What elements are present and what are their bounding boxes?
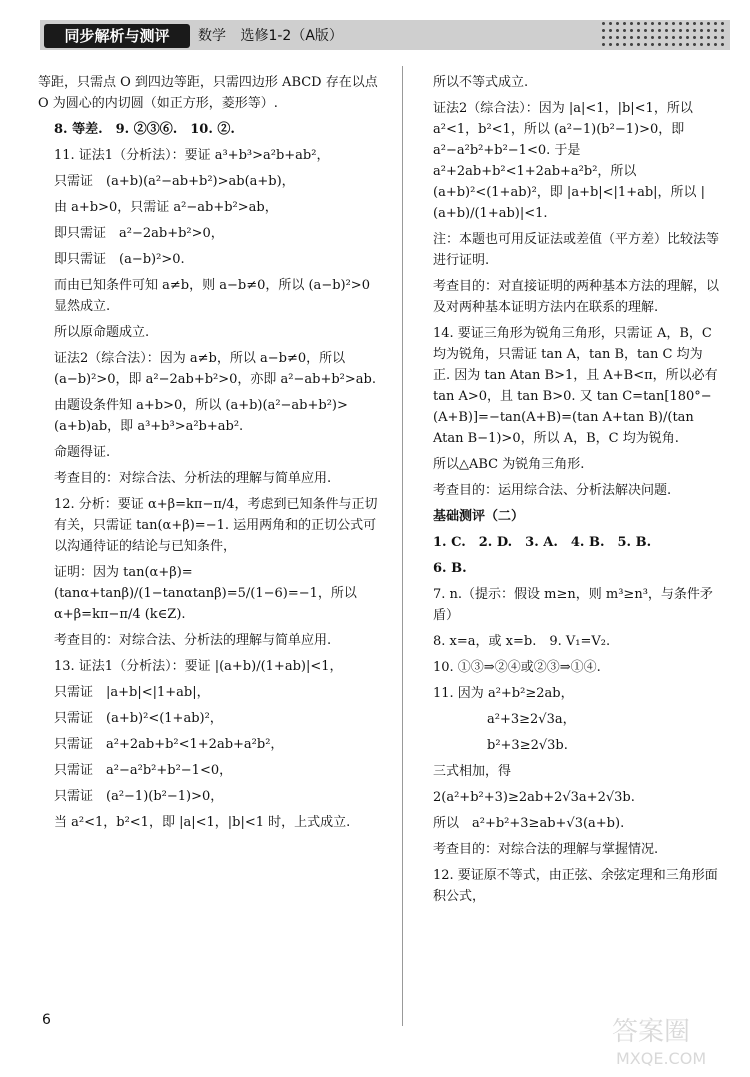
paragraph: 当 a²<1，b²<1，即 |a|<1，|b|<1 时，上式成立. — [54, 815, 351, 830]
paragraph: 8. x=a，或 x=b. 9. V₁=V₂. — [433, 634, 611, 649]
paragraph: 1. C. 2. D. 3. A. 4. B. 5. B. — [433, 535, 652, 550]
paragraph: 10. ①③⇒②④或②③⇒①④. — [433, 660, 601, 675]
paragraph: 三式相加，得 — [433, 764, 512, 779]
paragraph: 13. 证法1（分析法）：要证 |(a+b)/(1+ab)|<1， — [54, 659, 343, 674]
header-subtitle — [198, 24, 353, 48]
paragraph: 只需证 |a+b|<|1+ab|， — [54, 685, 210, 700]
paragraph: 14. 要证三角形为锐角三角形，只需证 A，B，C 均为锐角，只需证 tan A，tan B，tan C 均为正. 因为 tan Atan B>1，且 A+B<π，所以必有 tan A>0，且 tan B>0. 又 tan C=tan[180°−(A+B)]=−tan(A+B)=(tan A+tan B)/(tan Atan B−1)>0，所以 A，B，C 均为锐角. — [433, 326, 718, 446]
svg-text:MXQE.COM: MXQE.COM — [616, 1049, 707, 1068]
paragraph: 所以 a²+b²+3≥ab+√3(a+b). — [433, 816, 625, 831]
paragraph: 7. n.（提示：假设 m≥n，则 m³≥n³，与条件矛盾） — [433, 587, 713, 623]
paragraph: 等距，只需点 O 到四边等距，只需四边形 ABCD 存在以点 O 为圆心的内切圆（如正方形，菱形等）. — [38, 75, 378, 111]
paragraph: 证明：因为 tan(α+β)=(tanα+tanβ)/(1−tanαtanβ)=5/(1−6)=−1，所以 α+β=kπ−π/4 (k∈Z). — [54, 565, 357, 622]
paragraph: 只需证 (a+b)(a²−ab+b²)>ab(a+b)， — [54, 174, 295, 189]
paragraph: 证法2（综合法）：因为 a≠b，所以 a−b≠0，所以 (a−b)²>0，即 a²−2ab+b²>0，亦即 a²−ab+b²>ab. — [54, 351, 376, 387]
paragraph: 注：本题也可用反证法或差值（平方差）比较法等进行证明. — [433, 232, 720, 268]
page-number: 6 — [42, 1012, 51, 1028]
right-column — [417, 72, 719, 912]
paragraph: 命题得证. — [54, 445, 111, 460]
paragraph: 11. 证法1（分析法）：要证 a³+b³>a²b+ab²， — [54, 148, 330, 163]
paragraph: 即只需证 a²−2ab+b²>0， — [54, 226, 224, 241]
paragraph: 由 a+b>0，只需证 a²−ab+b²>ab， — [54, 200, 278, 215]
paragraph: 考查目的：对直接证明的两种基本方法的理解，以及对两种基本证明方法内在联系的理解. — [433, 279, 720, 315]
left-column — [38, 72, 378, 838]
header-dot-pattern — [600, 20, 725, 50]
paragraph: 12. 分析：要证 α+β=kπ−π/4，考虑到已知条件与正切有关，只需证 tan(α+β)=−1. 运用两角和的正切公式可以沟通待证的结论与已知条件， — [54, 497, 378, 554]
paragraph: 只需证 (a+b)²<(1+ab)²， — [54, 711, 223, 726]
paragraph: 2(a²+b²+3)≥2ab+2√3a+2√3b. — [433, 790, 635, 805]
column-divider — [402, 66, 403, 1026]
paragraph: b²+3≥2√3b. — [487, 738, 568, 753]
paragraph: 只需证 a²+2ab+b²<1+2ab+a²b²， — [54, 737, 284, 752]
paragraph: 即只需证 (a−b)²>0. — [54, 252, 185, 267]
series-title: 同步解析与测评 — [44, 24, 190, 48]
paragraph: 证法2（综合法）：因为 |a|<1，|b|<1，所以 a²<1，b²<1，所以 (a²−1)(b²−1)>0，即 a²−a²b²+b²−1<0. 于是 a²+2ab+b²<1+2ab+a²b²，所以 (a+b)²<(1+ab)²，即 |a+b|<|1+ab|，所以 |(a+b)/(1+ab)|<1. — [433, 101, 706, 221]
paragraph: 8. 等差. 9. ②③⑥. 10. ②. — [54, 122, 235, 137]
paragraph: 所以不等式成立. — [433, 75, 529, 90]
paragraph: 只需证 (a²−1)(b²−1)>0， — [54, 789, 224, 804]
paragraph: a²+3≥2√3a， — [487, 712, 576, 727]
paragraph: 考查目的：对综合法、分析法的理解与简单应用. — [54, 471, 332, 486]
paragraph: 由题设条件知 a+b>0，所以 (a+b)(a²−ab+b²)>(a+b)ab，即 a³+b³>a²b+ab². — [54, 398, 348, 434]
paragraph: 6. B. — [433, 561, 467, 576]
paragraph: 而由已知条件可知 a≠b，则 a−b≠0，所以 (a−b)²>0 显然成立. — [54, 278, 370, 314]
svg-text:答案圈: 答案圈 — [612, 1017, 691, 1047]
paragraph: 考查目的：运用综合法、分析法解决问题. — [433, 483, 672, 498]
paragraph: 考查目的：对综合法的理解与掌握情况. — [433, 842, 659, 857]
section-heading: 基础测评（二） — [433, 509, 525, 524]
page-header — [0, 0, 750, 62]
paragraph: 所以△ABC 为锐角三角形. — [433, 457, 585, 472]
paragraph: 考查目的：对综合法、分析法的理解与简单应用. — [54, 633, 332, 648]
subject-label: 数学 — [198, 28, 226, 44]
paragraph: 11. 因为 a²+b²≥2ab， — [433, 686, 574, 701]
paragraph: 所以原命题成立. — [54, 325, 150, 340]
paragraph: 12. 要证原不等式，由正弦、余弦定理和三角形面积公式， — [433, 868, 718, 904]
paragraph: 只需证 a²−a²b²+b²−1<0， — [54, 763, 233, 778]
watermark-logo — [606, 1010, 736, 1070]
volume-label: 选修1-2（A版） — [240, 28, 343, 44]
